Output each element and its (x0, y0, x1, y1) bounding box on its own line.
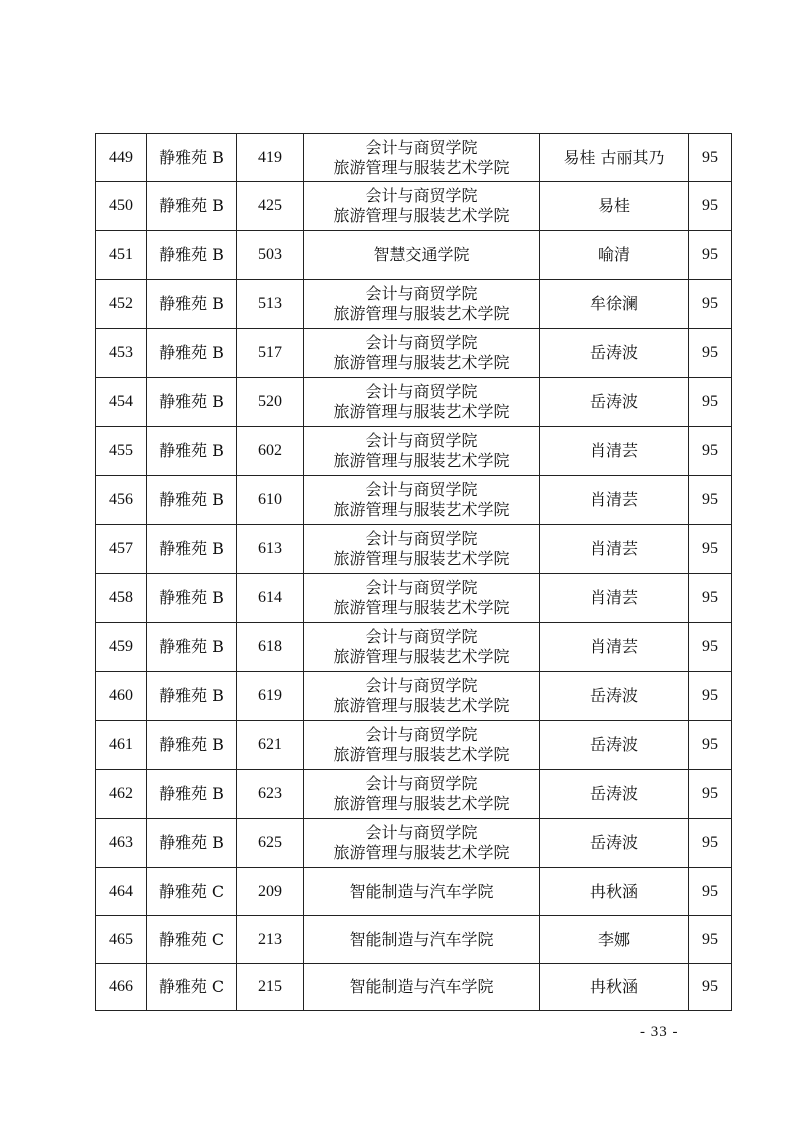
table-row (96, 574, 732, 623)
counselor-cell: 冉秋涵 (540, 964, 689, 1011)
row-number-cell: 452 (96, 280, 147, 329)
counselor-cell: 岳涛波 (540, 672, 689, 721)
score-cell: 95 (689, 623, 732, 672)
dormitory-score-table (95, 133, 732, 1011)
room-number-cell: 623 (237, 770, 304, 819)
row-number-cell: 461 (96, 721, 147, 770)
table-row (96, 329, 732, 378)
college-line-2: 旅游管理与服装艺术学院 (333, 304, 510, 323)
college-line-2: 旅游管理与服装艺术学院 (333, 647, 510, 666)
college-line-1: 会计与商贸学院 (365, 725, 478, 744)
row-number-cell: 460 (96, 672, 147, 721)
row-number-cell: 453 (96, 329, 147, 378)
table-row (96, 672, 732, 721)
college-line-1: 会计与商贸学院 (365, 529, 478, 548)
score-cell: 95 (689, 182, 732, 231)
college-cell (304, 525, 540, 574)
building-cell: 静雅苑 B (147, 329, 237, 378)
room-number-cell: 520 (237, 378, 304, 427)
building-cell: 静雅苑 B (147, 574, 237, 623)
score-cell: 95 (689, 964, 732, 1011)
counselor-cell: 岳涛波 (540, 329, 689, 378)
building-cell: 静雅苑 B (147, 476, 237, 525)
table-row (96, 525, 732, 574)
college-line-2: 旅游管理与服装艺术学院 (333, 500, 510, 519)
row-number-cell: 449 (96, 134, 147, 182)
table-row (96, 134, 732, 182)
row-number-cell: 465 (96, 916, 147, 964)
college-line-1: 会计与商贸学院 (365, 578, 478, 597)
college-line-1: 会计与商贸学院 (365, 333, 478, 352)
score-cell: 95 (689, 476, 732, 525)
row-number-cell: 455 (96, 427, 147, 476)
table-row (96, 182, 732, 231)
table-row (96, 231, 732, 280)
room-number-cell: 513 (237, 280, 304, 329)
college-cell (304, 672, 540, 721)
room-number-cell: 602 (237, 427, 304, 476)
row-number-cell: 462 (96, 770, 147, 819)
score-cell: 95 (689, 672, 732, 721)
college-line-2: 旅游管理与服装艺术学院 (333, 696, 510, 715)
college-cell (304, 770, 540, 819)
college-cell (304, 280, 540, 329)
table-row (96, 623, 732, 672)
room-number-cell: 419 (237, 134, 304, 182)
room-number-cell: 614 (237, 574, 304, 623)
college-cell (304, 182, 540, 231)
room-number-cell: 613 (237, 525, 304, 574)
counselor-cell: 岳涛波 (540, 721, 689, 770)
counselor-cell: 喻清 (540, 231, 689, 280)
building-cell: 静雅苑 B (147, 134, 237, 182)
table-row (96, 476, 732, 525)
room-number-cell: 503 (237, 231, 304, 280)
college-line-1: 智能制造与汽车学院 (349, 929, 494, 949)
college-cell (304, 574, 540, 623)
college-line-1: 智能制造与汽车学院 (349, 881, 494, 901)
page-number: - 33 - (640, 1024, 679, 1040)
college-cell (304, 721, 540, 770)
college-line-1: 会计与商贸学院 (365, 186, 478, 205)
table-row (96, 427, 732, 476)
room-number-cell: 213 (237, 916, 304, 964)
college-line-2: 旅游管理与服装艺术学院 (333, 794, 510, 813)
college-line-2: 旅游管理与服装艺术学院 (333, 451, 510, 470)
college-line-2: 旅游管理与服装艺术学院 (333, 745, 510, 764)
room-number-cell: 215 (237, 964, 304, 1011)
score-cell: 95 (689, 868, 732, 916)
college-line-1: 会计与商贸学院 (365, 823, 478, 842)
counselor-cell: 岳涛波 (540, 378, 689, 427)
score-cell: 95 (689, 378, 732, 427)
row-number-cell: 450 (96, 182, 147, 231)
college-cell (304, 868, 540, 916)
college-cell (304, 916, 540, 964)
score-cell: 95 (689, 329, 732, 378)
counselor-cell: 冉秋涵 (540, 868, 689, 916)
building-cell: 静雅苑 C (147, 964, 237, 1011)
building-cell: 静雅苑 B (147, 280, 237, 329)
college-line-1: 会计与商贸学院 (365, 480, 478, 499)
table-row (96, 280, 732, 329)
counselor-cell: 肖清芸 (540, 574, 689, 623)
row-number-cell: 459 (96, 623, 147, 672)
row-number-cell: 466 (96, 964, 147, 1011)
building-cell: 静雅苑 B (147, 672, 237, 721)
room-number-cell: 625 (237, 819, 304, 868)
college-cell (304, 623, 540, 672)
row-number-cell: 464 (96, 868, 147, 916)
counselor-cell: 易桂 古丽其乃 (540, 134, 689, 182)
score-cell: 95 (689, 280, 732, 329)
counselor-cell: 牟徐澜 (540, 280, 689, 329)
building-cell: 静雅苑 C (147, 868, 237, 916)
building-cell: 静雅苑 B (147, 378, 237, 427)
building-cell: 静雅苑 B (147, 231, 237, 280)
counselor-cell: 肖清芸 (540, 623, 689, 672)
score-cell: 95 (689, 427, 732, 476)
table-row (96, 721, 732, 770)
row-number-cell: 451 (96, 231, 147, 280)
college-line-2: 旅游管理与服装艺术学院 (333, 206, 510, 225)
row-number-cell: 454 (96, 378, 147, 427)
table-body (96, 134, 732, 1011)
college-line-2: 旅游管理与服装艺术学院 (333, 549, 510, 568)
counselor-cell: 肖清芸 (540, 525, 689, 574)
room-number-cell: 425 (237, 182, 304, 231)
building-cell: 静雅苑 B (147, 525, 237, 574)
building-cell: 静雅苑 C (147, 916, 237, 964)
college-cell (304, 231, 540, 280)
college-cell (304, 427, 540, 476)
room-number-cell: 610 (237, 476, 304, 525)
college-cell (304, 329, 540, 378)
counselor-cell: 李娜 (540, 916, 689, 964)
score-cell: 95 (689, 574, 732, 623)
college-line-1: 会计与商贸学院 (365, 676, 478, 695)
room-number-cell: 517 (237, 329, 304, 378)
building-cell: 静雅苑 B (147, 623, 237, 672)
college-cell (304, 476, 540, 525)
college-line-2: 旅游管理与服装艺术学院 (333, 598, 510, 617)
table-row (96, 819, 732, 868)
counselor-cell: 肖清芸 (540, 476, 689, 525)
college-cell (304, 134, 540, 182)
room-number-cell: 621 (237, 721, 304, 770)
college-line-1: 会计与商贸学院 (365, 137, 478, 157)
room-number-cell: 619 (237, 672, 304, 721)
college-cell (304, 819, 540, 868)
building-cell: 静雅苑 B (147, 819, 237, 868)
college-cell (304, 964, 540, 1011)
score-cell: 95 (689, 916, 732, 964)
college-line-2: 旅游管理与服装艺术学院 (333, 353, 510, 372)
table-row (96, 378, 732, 427)
college-line-1: 智能制造与汽车学院 (349, 977, 494, 996)
building-cell: 静雅苑 B (147, 770, 237, 819)
table-row (96, 868, 732, 916)
college-line-1: 智慧交通学院 (373, 245, 470, 264)
score-cell: 95 (689, 770, 732, 819)
score-cell: 95 (689, 134, 732, 182)
college-line-1: 会计与商贸学院 (365, 382, 478, 401)
college-line-1: 会计与商贸学院 (365, 774, 478, 793)
college-line-2: 旅游管理与服装艺术学院 (333, 843, 510, 862)
building-cell: 静雅苑 B (147, 721, 237, 770)
counselor-cell: 肖清芸 (540, 427, 689, 476)
college-line-2: 旅游管理与服装艺术学院 (333, 402, 510, 421)
table-row (96, 770, 732, 819)
room-number-cell: 209 (237, 868, 304, 916)
college-cell (304, 378, 540, 427)
row-number-cell: 463 (96, 819, 147, 868)
building-cell: 静雅苑 B (147, 427, 237, 476)
college-line-2: 旅游管理与服装艺术学院 (333, 157, 510, 177)
counselor-cell: 岳涛波 (540, 770, 689, 819)
score-cell: 95 (689, 525, 732, 574)
building-cell: 静雅苑 B (147, 182, 237, 231)
college-line-1: 会计与商贸学院 (365, 431, 478, 450)
score-cell: 95 (689, 819, 732, 868)
score-cell: 95 (689, 721, 732, 770)
table-row (96, 964, 732, 1011)
row-number-cell: 457 (96, 525, 147, 574)
row-number-cell: 456 (96, 476, 147, 525)
college-line-1: 会计与商贸学院 (365, 627, 478, 646)
score-cell: 95 (689, 231, 732, 280)
table-row (96, 916, 732, 964)
college-line-1: 会计与商贸学院 (365, 284, 478, 303)
counselor-cell: 易桂 (540, 182, 689, 231)
room-number-cell: 618 (237, 623, 304, 672)
counselor-cell: 岳涛波 (540, 819, 689, 868)
row-number-cell: 458 (96, 574, 147, 623)
